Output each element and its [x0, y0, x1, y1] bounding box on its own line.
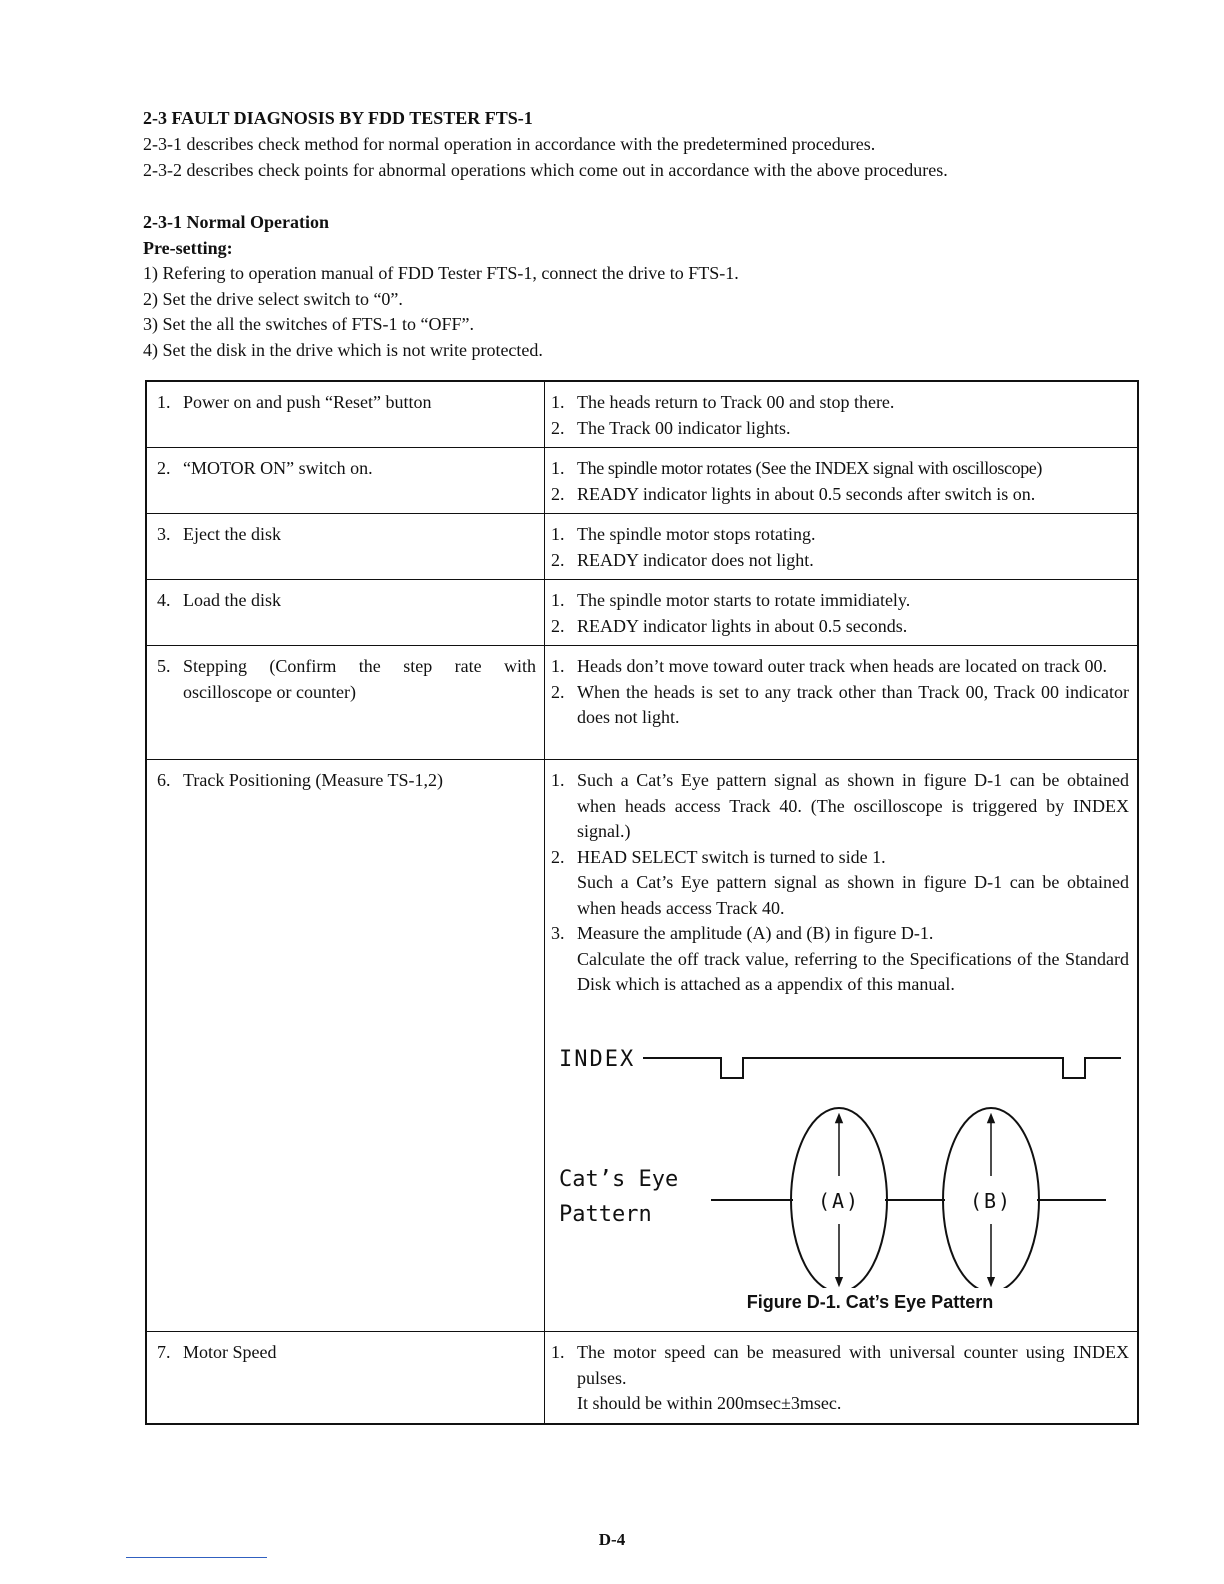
- result-number: 2.: [551, 483, 565, 504]
- figure-caption: Figure D-1. Cat’s Eye Pattern: [746, 1291, 994, 1312]
- result-text: READY indicator lights in about 0.5 seconds after switch is on.: [577, 483, 1036, 504]
- result-text: The motor speed can be measured with universal counter using INDEX pulses.: [577, 1342, 1129, 1388]
- page-number: D-4: [598, 1530, 626, 1549]
- cats-eye-figure: [551, 1028, 1129, 1316]
- index-label: INDEX: [559, 1046, 636, 1072]
- step-number: 7.: [157, 1342, 171, 1362]
- result-number: 2.: [551, 846, 565, 867]
- result-number: 1.: [551, 1342, 565, 1362]
- result-cell: [545, 760, 1139, 1332]
- result-number: 2.: [551, 615, 565, 636]
- amp-b-label: (B): [969, 1188, 1013, 1213]
- result-text: When the heads is set to any track other than Track 00, Track 00 indicator does not light.: [577, 681, 1129, 727]
- table-row: [146, 381, 1138, 448]
- result-number: 1.: [551, 656, 565, 676]
- cats-eye-label-line1: Cat’s Eye: [559, 1166, 679, 1192]
- table-row: [146, 580, 1138, 646]
- step-cell: [146, 580, 545, 646]
- step-text: Stepping (Confirm the step rate with oscilloscope or counter): [183, 656, 536, 702]
- result-number: 1.: [551, 524, 565, 544]
- amp-a-label: (A): [817, 1188, 861, 1213]
- step-text: “MOTOR ON” switch on.: [183, 458, 373, 478]
- step-text: Load the disk: [183, 590, 281, 610]
- result-number: 1.: [551, 392, 565, 412]
- step-number: 5.: [157, 656, 171, 676]
- result-cell: [545, 1332, 1139, 1424]
- step-cell: [146, 448, 545, 514]
- result-text: The Track 00 indicator lights.: [577, 417, 791, 438]
- cats-eye-diagram: [551, 1028, 1129, 1288]
- result-cell: [545, 381, 1139, 448]
- intro-line-2: 2-3-2 describes check points for abnormal operations which come out in accordance with the above procedures.: [143, 160, 948, 180]
- section-heading: 2-3 FAULT DIAGNOSIS BY FDD TESTER FTS-1: [143, 108, 533, 128]
- result-cell: [545, 646, 1139, 760]
- result-text: The heads return to Track 00 and stop there.: [577, 392, 895, 412]
- result-text: READY indicator does not light.: [577, 549, 814, 570]
- result-text: Measure the amplitude (A) and (B) in figure D-1.: [577, 923, 934, 943]
- result-cell: [545, 448, 1139, 514]
- step-number: 1.: [157, 392, 171, 412]
- result-number: 2.: [551, 549, 565, 570]
- result-number: 3.: [551, 923, 565, 943]
- result-number: 1.: [551, 590, 565, 610]
- presetting-item-4: 4) Set the disk in the drive which is not write protected.: [143, 340, 543, 360]
- step-text: Power on and push “Reset” button: [183, 392, 432, 412]
- presetting-item-3: 3) Set the all the switches of FTS-1 to “OFF”.: [143, 314, 474, 334]
- step-cell: [146, 646, 545, 760]
- result-number: 1.: [551, 458, 565, 478]
- result-text: The spindle motor starts to rotate immidiately.: [577, 590, 911, 610]
- intro-line-1: 2-3-1 describes check method for normal operation in accordance with the predetermined procedures.: [143, 134, 876, 154]
- step-cell: [146, 1332, 545, 1424]
- result-text-continued: It should be within 200msec±3msec.: [577, 1393, 842, 1413]
- result-text: The spindle motor stops rotating.: [577, 524, 816, 544]
- result-text: Such a Cat’s Eye pattern signal as shown in figure D-1 can be obtained when heads access Track 40. (The oscilloscope is triggered by INDEX signal.): [577, 770, 1129, 841]
- step-cell: [146, 514, 545, 580]
- table-row: [146, 514, 1138, 580]
- procedure-table: [145, 380, 1139, 1425]
- result-text: Heads don’t move toward outer track when heads are located on track 00.: [577, 656, 1107, 676]
- step-text: Motor Speed: [183, 1342, 277, 1362]
- table-row: [146, 760, 1138, 1332]
- result-number: 1.: [551, 770, 565, 790]
- step-number: 6.: [157, 770, 171, 790]
- table-row: [146, 448, 1138, 514]
- step-cell: [146, 381, 545, 448]
- step-number: 3.: [157, 524, 171, 544]
- index-signal-waveform: [643, 1058, 1121, 1078]
- step-number: 2.: [157, 458, 171, 478]
- subsection-heading: 2-3-1 Normal Operation: [143, 212, 329, 232]
- result-text: HEAD SELECT switch is turned to side 1.: [577, 846, 886, 867]
- step-number: 4.: [157, 590, 171, 610]
- result-text: The spindle motor rotates (See the INDEX signal with oscilloscope): [577, 458, 1042, 478]
- result-text-continued: Calculate the off track value, referring to the Specifications of the Standard Disk which is attached as a appendix of this manual.: [577, 948, 1129, 994]
- presetting-item-1: 1) Refering to operation manual of FDD Tester FTS-1, connect the drive to FTS-1.: [143, 263, 739, 283]
- presetting-label: Pre-setting:: [143, 238, 233, 258]
- presetting-item-2: 2) Set the drive select switch to “0”.: [143, 289, 403, 309]
- result-cell: [545, 580, 1139, 646]
- result-number: 2.: [551, 681, 565, 702]
- footer-rule: [126, 1557, 267, 1558]
- step-text: Track Positioning (Measure TS-1,2): [183, 770, 443, 790]
- step-cell: [146, 760, 545, 1332]
- result-number: 2.: [551, 417, 565, 438]
- result-text: READY indicator lights in about 0.5 seconds.: [577, 615, 908, 636]
- result-cell: [545, 514, 1139, 580]
- table-row: [146, 1332, 1138, 1424]
- table-row: [146, 646, 1138, 760]
- cats-eye-label-line2: Pattern: [559, 1201, 652, 1227]
- step-text: Eject the disk: [183, 524, 281, 544]
- result-text-continued: Such a Cat’s Eye pattern signal as shown in figure D-1 can be obtained when heads access Track 40.: [577, 872, 1129, 918]
